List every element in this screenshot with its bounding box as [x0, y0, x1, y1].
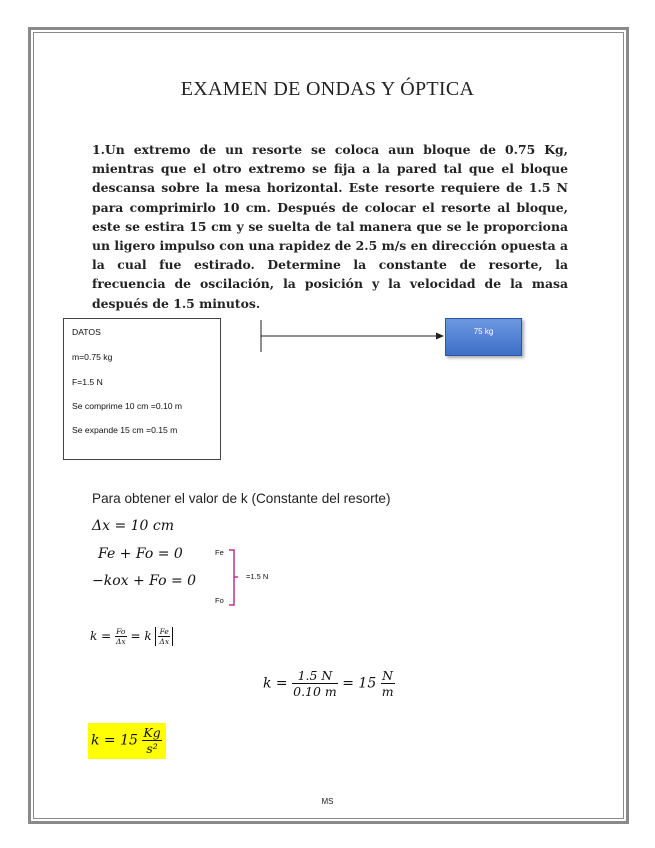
equation-kox: −kox + Fo = 0 — [92, 573, 197, 589]
calc-fraction — [292, 668, 338, 699]
result-den: s² — [146, 741, 158, 756]
datos-mass: m=0.75 kg — [72, 352, 113, 362]
k-def-num: Fo — [116, 627, 126, 636]
equation-k-definition — [90, 627, 173, 646]
label-fo: Fo — [215, 596, 224, 605]
calc-num: 1.5 N — [292, 668, 338, 684]
equation-k-calculation — [263, 668, 395, 699]
label-fe: Fe — [215, 548, 224, 557]
result-lhs: k = 15 — [91, 732, 138, 749]
bracket-value: =1.5 N — [246, 572, 269, 581]
calc-den: 0.10 m — [293, 684, 337, 699]
k-abs-den: Δx — [159, 637, 170, 646]
result-num: Kg — [143, 725, 161, 740]
k-abs-num: Fe — [159, 627, 169, 636]
calc-unit-num: N — [382, 668, 394, 683]
calc-unit-den: m — [381, 684, 394, 699]
calc-unit-fraction — [381, 668, 395, 699]
page-title: EXAMEN DE ONDAS Y ÓPTICA — [180, 78, 475, 100]
datos-compress: Se comprime 10 cm =0.10 m — [72, 401, 183, 411]
k-def-mid: = k — [130, 629, 152, 643]
datos-expand: Se expande 15 cm =0.15 m — [72, 425, 178, 435]
calc-mid: = 15 — [342, 675, 377, 692]
mass-block: 75 kg — [445, 318, 522, 356]
equation-force-sum: Fe + Fo = 0 — [98, 546, 183, 562]
spring-arrow-diagram — [258, 315, 448, 355]
k-def-abs — [155, 627, 173, 646]
datos-force: F=1.5 N — [72, 377, 103, 387]
k-def-den: Δx — [115, 637, 126, 646]
equation-delta-x: Δx = 10 cm — [92, 518, 175, 534]
result-fraction — [142, 725, 161, 756]
calc-lhs: k = — [263, 675, 288, 692]
k-def-fraction — [115, 627, 127, 646]
problem-statement: 1.Un extremo de un resorte se coloca aun bloque de 0.75 Kg, mientras que el otro extremo se fija a la pared tal que el bloque descansa sobre la mesa horizontal. Este resorte requiere de 1.5 N para comprimirlo 10 cm. Después de colocar el resorte al bloque, este se estira 15 cm y se suelta de tal manera que se le proporciona un ligero impulso con una rapidez de 2.5 m/s en dirección opuesta a la cual fue estirado. Determine la constante de resorte, la frecuencia de oscilación, la posición y la velocidad de la masa después de 1.5 minutos. — [92, 142, 568, 311]
datos-header: DATOS — [72, 327, 101, 337]
k-def-lhs: k = — [90, 629, 112, 643]
arrow-head-icon — [436, 333, 444, 340]
datos-box — [63, 318, 221, 460]
section-subtitle: Para obtener el valor de k (Constante del resorte) — [92, 491, 391, 506]
equation-k-result — [91, 725, 162, 756]
footer-initials: MS — [321, 797, 334, 806]
bracket-icon — [228, 549, 240, 607]
